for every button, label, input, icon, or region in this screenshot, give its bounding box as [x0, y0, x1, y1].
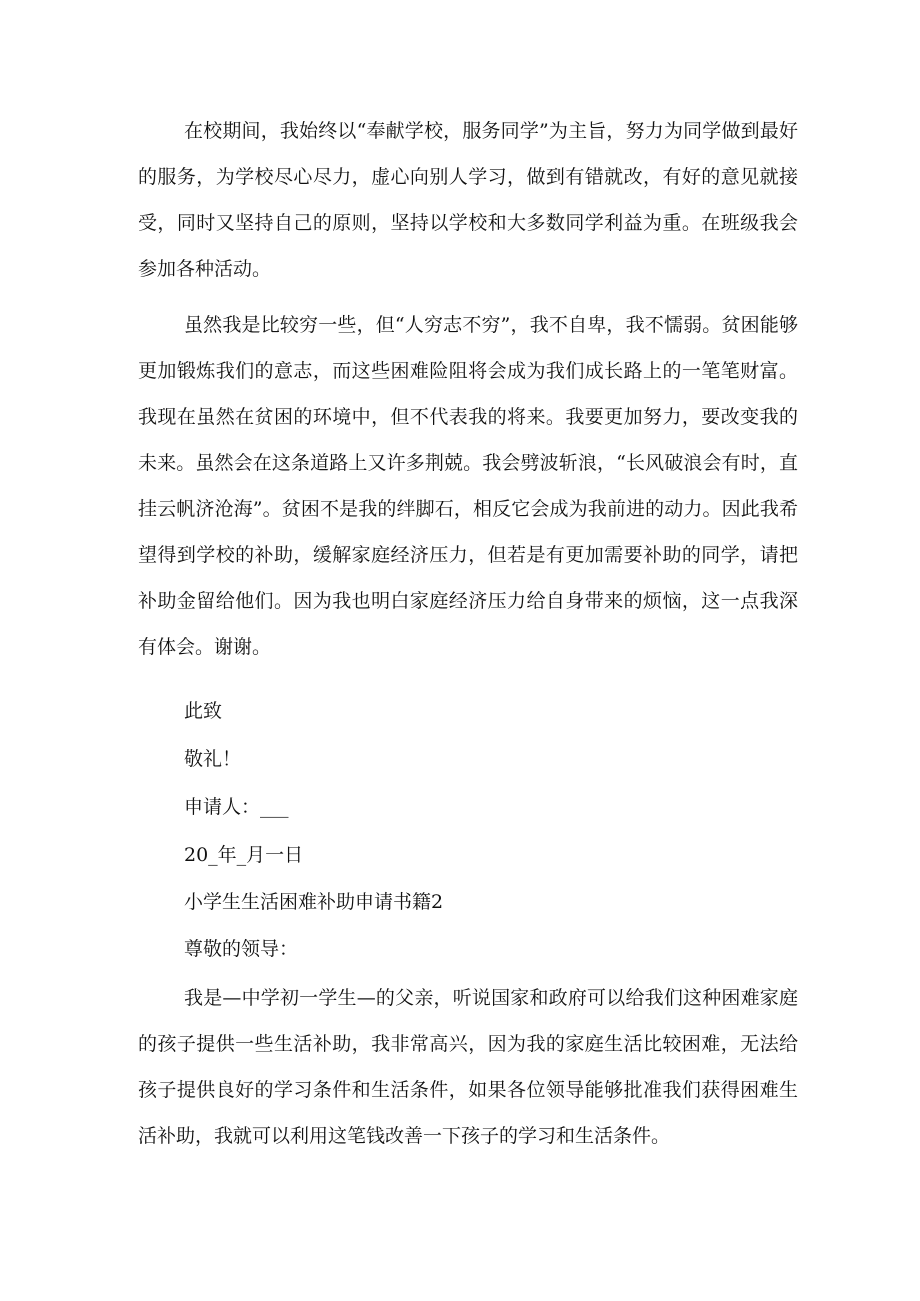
applicant-line: 申请人：___ [184, 796, 289, 818]
closing-salute: 敬礼！ [184, 748, 242, 770]
paragraph-school-service: 在校期间，我始终以“奉献学校，服务同学”为主旨，努力为同学做到最好的服务，为学校尽心尽力，虚心向别人学习，做到有错就改，有好的意见就接受，同时又坚持自己的原则，坚持以学校和大多数同学利益为重。在班级我会参加各种活动。 [138, 120, 798, 280]
section-title: 小学生生活困难补助申请书籍2 [184, 891, 444, 913]
salutation: 尊敬的领导： [184, 938, 299, 960]
paragraph-father-request: 我是—中学初一学生—的父亲，听说国家和政府可以给我们这种困难家庭的孩子提供一些生活补助，我非常高兴，因为我的家庭生活比较困难，无法给孩子提供良好的学习条件和生活条件，如果各位领导能够批准我们获得困难生活补助，我就可以利用这笔钱改善一下孩子的学习和生活条件。 [138, 987, 798, 1147]
paragraph-poverty: 虽然我是比较穷一些，但“人穷志不穷”，我不自卑，我不懦弱。贫困能够更加锻炼我们的意志，而这些困难险阻将会成为我们成长路上的一笔笔财富。我现在虽然在贫困的环境中，但不代表我的将来。我要更加努力，要改变我的未来。虽然会在这条道路上又许多荆兢。我会劈波斩浪，“长风破浪会有时，直挂云帆济沧海”。贫困不是我的绊脚石，相反它会成为我前进的动力。因此我希望得到学校的补助，缓解家庭经济压力，但若是有更加需要补助的同学，请把补助金留给他们。因为我也明白家庭经济压力给自身带来的烦恼，这一点我深有体会。谢谢。 [138, 314, 798, 658]
date-line: 20_年_月一日 [184, 844, 304, 866]
closing-greeting: 此致 [184, 700, 223, 722]
